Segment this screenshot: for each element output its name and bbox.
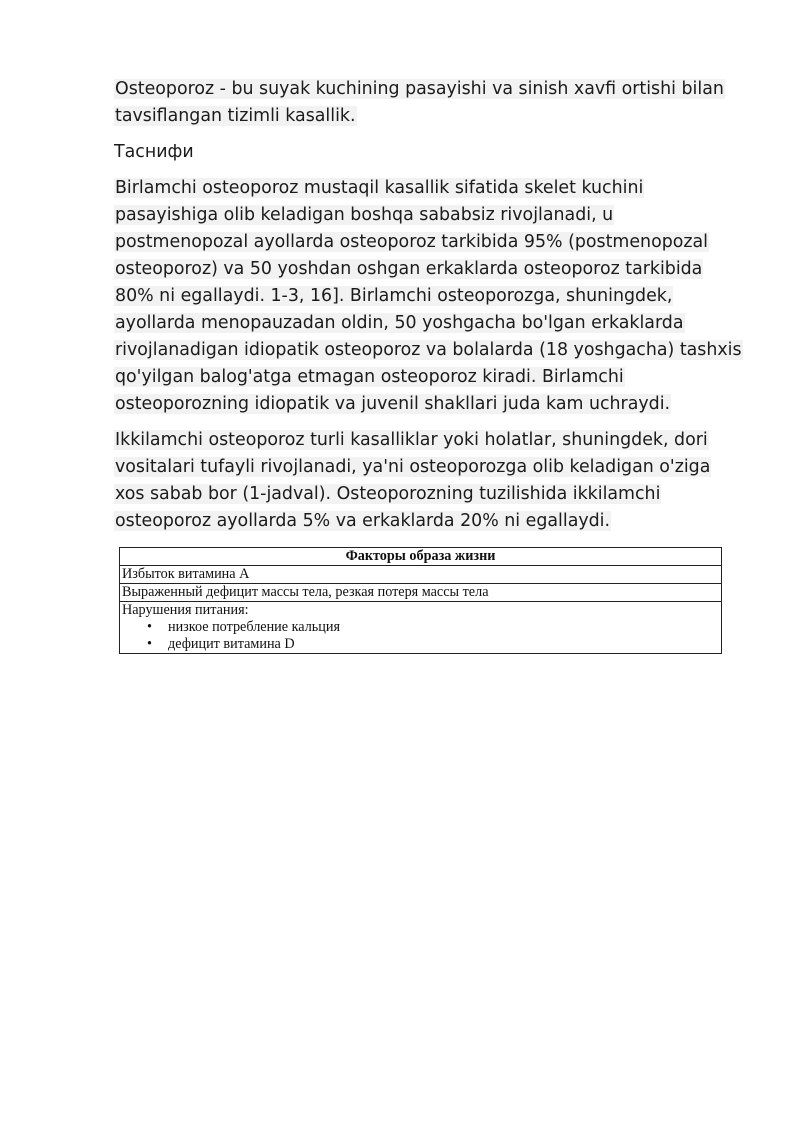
lifestyle-factors-table [119, 547, 722, 654]
list-item-text: дефицит витамина D [168, 636, 295, 652]
intro-text: Osteoporoz - bu suyak kuchining pasayishi va sinish xavfi ortishi bilan tavsiflangan tizimli kasallik. [115, 79, 724, 126]
table-row [120, 566, 722, 584]
table-cell: Выраженный дефицит массы тела, резкая потеря массы тела [120, 584, 722, 602]
list-item [147, 636, 719, 653]
bullet-icon: • [147, 636, 152, 652]
primary-osteoporosis-text: Birlamchi osteoporoz mustaqil kasallik sifatida skelet kuchini pasayishiga olib keladigan boshqa sababsiz rivojlanadi, u postmenopozal ayollarda osteoporoz tarkibida 95% (postmenopozal osteoporoz) va 50 yoshdan oshgan erkaklarda osteoporoz tarkibida 80% ni egallaydi. 1-3, 16]. Birlamchi osteoporozga, shuningdek, ayollarda menopauzadan oldin, 50 yoshgacha bo'lgan erkaklarda rivojlanadigan idiopatik osteoporoz va bolalarda (18 yoshgacha) tashxis qo'yilgan balog'atga etmagan osteoporoz kiradi. Birlamchi osteoporozning idiopatik va juvenil shakllari juda kam uchraydi. [115, 178, 742, 414]
intro-paragraph [114, 76, 744, 130]
list-item [147, 619, 719, 636]
table-cell: Избыток витамина А [120, 566, 722, 584]
table-header-cell: Факторы образа жизни [120, 548, 722, 566]
table-image-crop [119, 547, 722, 654]
list-item-text: низкое потребление кальция [168, 619, 340, 635]
secondary-osteoporosis-text: Ikkilamchi osteoporoz turli kasalliklar yoki holatlar, shuningdek, dori vositalari tufayli rivojlanadi, ya'ni osteoporozga olib keladigan o'ziga xos sabab bor (1-jadval). Osteoporozning tuzilishida ikkilamchi osteoporoz ayollarda 5% va erkaklarda 20% ni egallaydi. [115, 430, 711, 531]
table-header-row [120, 548, 722, 566]
nutrition-label: Нарушения питания: [122, 602, 249, 618]
table-cell-nutrition [120, 602, 722, 654]
section-heading: Таснифи [114, 142, 194, 162]
bullet-icon: • [147, 619, 152, 635]
table-row [120, 584, 722, 602]
primary-osteoporosis-paragraph [114, 175, 744, 418]
table-row [120, 602, 722, 654]
secondary-osteoporosis-paragraph [114, 427, 744, 535]
nutrition-bullet-list [122, 619, 719, 653]
document-body [114, 76, 744, 544]
